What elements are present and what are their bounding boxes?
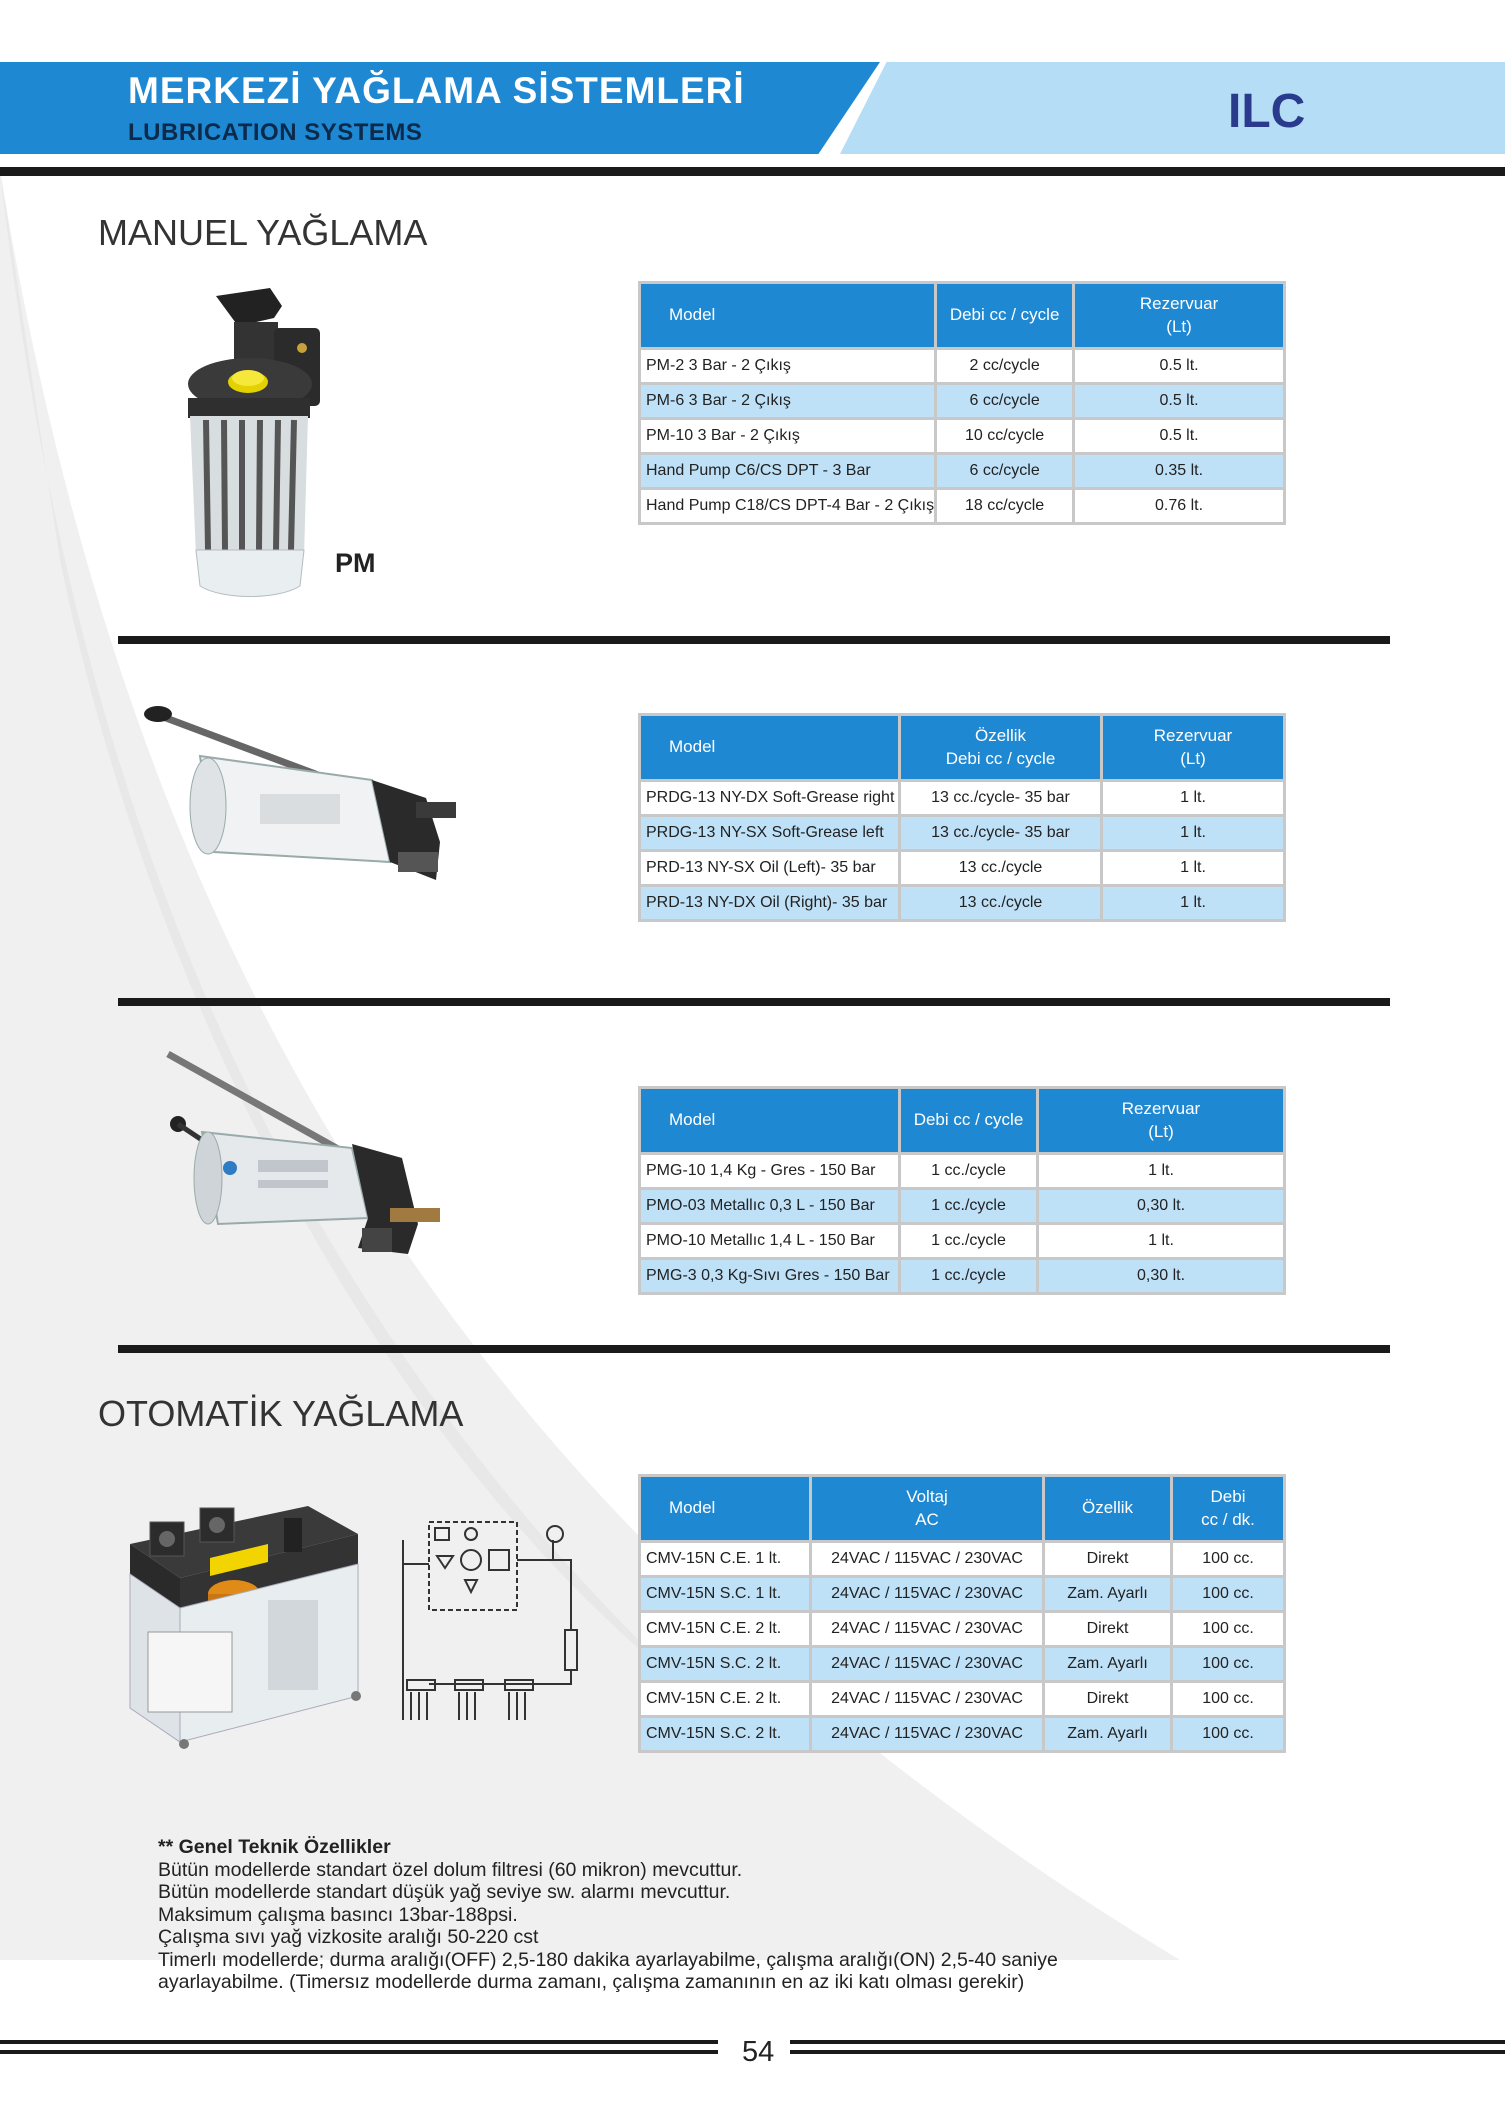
notes-line: Çalışma sıvı yağ vizkosite aralığı 50-220 cst <box>158 1926 539 1948</box>
section-divider <box>118 636 1390 644</box>
table-row <box>640 1682 1285 1717</box>
cell-reservoir: 1 lt. <box>1102 816 1285 851</box>
col-header-feature-flow: Özellik Debi cc / cycle <box>900 715 1102 781</box>
cell-voltage: 24VAC / 115VAC / 230VAC <box>811 1647 1044 1682</box>
col-header-reservoir: Rezervuar (Lt) <box>1102 715 1285 781</box>
cell-reservoir: 0.35 lt. <box>1074 454 1285 489</box>
col-header-model: Model <box>640 1088 900 1154</box>
table-row <box>640 454 1285 489</box>
cell-flow: 1 cc./cycle <box>900 1154 1038 1189</box>
col-header-reservoir: Rezervuar (Lt) <box>1074 283 1285 349</box>
cell-feature: Direkt <box>1044 1542 1172 1577</box>
table-row <box>640 1189 1285 1224</box>
cell-flow: 100 cc. <box>1172 1612 1285 1647</box>
cell-feature: 13 cc./cycle <box>900 851 1102 886</box>
cell-feature: Direkt <box>1044 1612 1172 1647</box>
footer-rule-right <box>790 2040 1505 2044</box>
table-row <box>640 489 1285 524</box>
cell-model: PMO-03 Metallıc 0,3 L - 150 Bar <box>640 1189 900 1224</box>
cell-voltage: 24VAC / 115VAC / 230VAC <box>811 1542 1044 1577</box>
cell-reservoir: 0.76 lt. <box>1074 489 1285 524</box>
cell-reservoir: 0.5 lt. <box>1074 419 1285 454</box>
table-row <box>640 816 1285 851</box>
col-header-voltage: Voltaj AC <box>811 1476 1044 1542</box>
footer-rule-left <box>0 2050 718 2054</box>
cell-reservoir: 1 lt. <box>1102 781 1285 816</box>
footer-rule-right <box>790 2050 1505 2054</box>
col-header-model: Model <box>640 283 936 349</box>
cell-feature: Direkt <box>1044 1682 1172 1717</box>
cell-feature: Zam. Ayarlı <box>1044 1647 1172 1682</box>
cell-reservoir: 1 lt. <box>1102 886 1285 921</box>
cell-reservoir: 1 lt. <box>1102 851 1285 886</box>
col-header-model: Model <box>640 1476 811 1542</box>
lubrication-schematic-diagram <box>393 1520 593 1726</box>
cell-model: PRDG-13 NY-DX Soft-Grease right <box>640 781 900 816</box>
notes-line: Bütün modellerde standart düşük yağ seviye sw. alarmı mevcuttur. <box>158 1881 731 1903</box>
cell-feature: Zam. Ayarlı <box>1044 1717 1172 1752</box>
table-row <box>640 1224 1285 1259</box>
cell-model: PRDG-13 NY-SX Soft-Grease left <box>640 816 900 851</box>
pmg-grease-pump-image <box>162 1048 442 1270</box>
cell-flow: 2 cc/cycle <box>936 349 1074 384</box>
brand-logo-text: ILC <box>1228 85 1306 138</box>
table-row <box>640 1577 1285 1612</box>
cell-voltage: 24VAC / 115VAC / 230VAC <box>811 1682 1044 1717</box>
cell-model: CMV-15N C.E. 2 lt. <box>640 1682 811 1717</box>
cell-model: PMO-10 Metallıc 1,4 L - 150 Bar <box>640 1224 900 1259</box>
table-auto-cmv <box>638 1474 1286 1753</box>
cell-reservoir: 0,30 lt. <box>1038 1259 1285 1294</box>
prdg-lever-pump-image <box>140 702 460 902</box>
col-header-feature: Özellik <box>1044 1476 1172 1542</box>
pm-product-label: PM <box>335 548 376 578</box>
cell-model: CMV-15N C.E. 2 lt. <box>640 1612 811 1647</box>
table-row <box>640 781 1285 816</box>
table-manual-prdg <box>638 713 1286 922</box>
cell-voltage: 24VAC / 115VAC / 230VAC <box>811 1717 1044 1752</box>
table-manual-pm <box>638 281 1286 525</box>
table-row <box>640 1612 1285 1647</box>
section-divider <box>118 1345 1390 1353</box>
cell-feature: 13 cc./cycle- 35 bar <box>900 781 1102 816</box>
cell-flow: 6 cc/cycle <box>936 454 1074 489</box>
manual-section-title: MANUEL YAĞLAMA <box>98 212 428 253</box>
col-header-model: Model <box>640 715 900 781</box>
section-divider <box>118 998 1390 1006</box>
notes-line: Maksimum çalışma basıncı 13bar-188psi. <box>158 1903 518 1926</box>
cell-voltage: 24VAC / 115VAC / 230VAC <box>811 1577 1044 1612</box>
table-row <box>640 1259 1285 1294</box>
notes-line: Bütün modellerde standart özel dolum filtresi (60 mikron) mevcuttur. <box>158 1858 743 1881</box>
cell-model: Hand Pump C6/CS DPT - 3 Bar <box>640 454 936 489</box>
cell-feature: 13 cc./cycle <box>900 886 1102 921</box>
cell-model: CMV-15N S.C. 2 lt. <box>640 1717 811 1752</box>
cell-flow: 100 cc. <box>1172 1577 1285 1612</box>
cell-model: PMG-10 1,4 Kg - Gres - 150 Bar <box>640 1154 900 1189</box>
cell-reservoir: 0,30 lt. <box>1038 1189 1285 1224</box>
cell-flow: 10 cc/cycle <box>936 419 1074 454</box>
cell-model: PM-6 3 Bar - 2 Çıkış <box>640 384 936 419</box>
auto-section-title: OTOMATİK YAĞLAMA <box>98 1393 464 1434</box>
table-row <box>640 851 1285 886</box>
notes-line: Timerlı modellerde; durma aralığı(OFF) 2,5-180 dakika ayarlayabilme, çalışma aralığı(ON) 2,5-40 saniye <box>158 1948 1058 1971</box>
table-row <box>640 419 1285 454</box>
table-row <box>640 1717 1285 1752</box>
cell-model: PRD-13 NY-DX Oil (Right)- 35 bar <box>640 886 900 921</box>
cell-reservoir: 0.5 lt. <box>1074 349 1285 384</box>
header-title: MERKEZİ YAĞLAMA SİSTEMLERİ <box>128 70 745 111</box>
cell-model: PM-2 3 Bar - 2 Çıkış <box>640 349 936 384</box>
cell-model: Hand Pump C18/CS DPT-4 Bar - 2 Çıkış <box>640 489 936 524</box>
cell-reservoir: 1 lt. <box>1038 1224 1285 1259</box>
page-number: 54 <box>742 2036 775 2068</box>
col-header-flow: Debi cc / dk. <box>1172 1476 1285 1542</box>
notes-line: ayarlayabilme. (Timersız modellerde durma zamanı, çalışma zamanının en az iki katı olması gerekir) <box>158 1971 1025 1993</box>
cell-flow: 100 cc. <box>1172 1717 1285 1752</box>
technical-notes <box>158 1836 1058 1994</box>
cell-model: CMV-15N S.C. 2 lt. <box>640 1647 811 1682</box>
table-row <box>640 886 1285 921</box>
cell-flow: 100 cc. <box>1172 1647 1285 1682</box>
cell-model: PRD-13 NY-SX Oil (Left)- 35 bar <box>640 851 900 886</box>
cell-model: PMG-3 0,3 Kg-Sıvı Gres - 150 Bar <box>640 1259 900 1294</box>
cell-feature: Zam. Ayarlı <box>1044 1577 1172 1612</box>
cmv-auto-unit-image <box>118 1482 364 1752</box>
table-row <box>640 384 1285 419</box>
footer-rule-left <box>0 2040 718 2044</box>
table-manual-pmg <box>638 1086 1286 1295</box>
pm-pump-image <box>178 288 358 600</box>
cell-flow: 100 cc. <box>1172 1542 1285 1577</box>
cell-model: CMV-15N S.C. 1 lt. <box>640 1577 811 1612</box>
col-header-flow: Debi cc / cycle <box>936 283 1074 349</box>
cell-flow: 1 cc./cycle <box>900 1189 1038 1224</box>
header-subtitle: LUBRICATION SYSTEMS <box>128 119 423 146</box>
table-row <box>640 1647 1285 1682</box>
cell-flow: 18 cc/cycle <box>936 489 1074 524</box>
col-header-flow: Debi cc / cycle <box>900 1088 1038 1154</box>
cell-flow: 6 cc/cycle <box>936 384 1074 419</box>
cell-flow: 1 cc./cycle <box>900 1259 1038 1294</box>
cell-feature: 13 cc./cycle- 35 bar <box>900 816 1102 851</box>
header-rule <box>0 167 1505 176</box>
cell-reservoir: 1 lt. <box>1038 1154 1285 1189</box>
table-row <box>640 1542 1285 1577</box>
cell-flow: 100 cc. <box>1172 1682 1285 1717</box>
cell-reservoir: 0.5 lt. <box>1074 384 1285 419</box>
table-row <box>640 1154 1285 1189</box>
cell-model: CMV-15N C.E. 1 lt. <box>640 1542 811 1577</box>
cell-flow: 1 cc./cycle <box>900 1224 1038 1259</box>
notes-title: ** Genel Teknik Özellikler <box>158 1836 391 1858</box>
col-header-reservoir: Rezervuar (Lt) <box>1038 1088 1285 1154</box>
cell-voltage: 24VAC / 115VAC / 230VAC <box>811 1612 1044 1647</box>
table-row <box>640 349 1285 384</box>
header-light-band <box>840 62 1505 154</box>
cell-model: PM-10 3 Bar - 2 Çıkış <box>640 419 936 454</box>
